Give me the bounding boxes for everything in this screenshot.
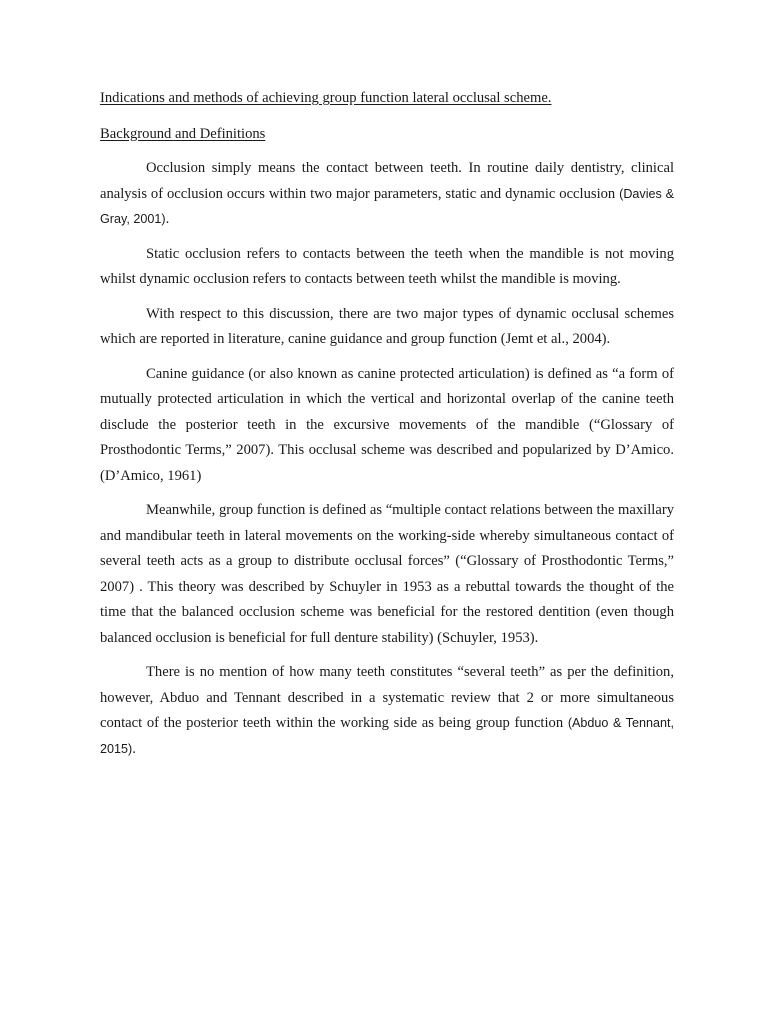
- paragraph-text: There is no mention of how many teeth constitutes “several teeth” as per the definition, however, Abduo and Tennant described in a systematic review that 2 or more simultaneous contact of the posterior teeth within the working side as being group function: [100, 664, 674, 731]
- paragraph-tail: .: [165, 211, 170, 227]
- paragraph-text: Occlusion simply means the contact between teeth. In routine daily dentistry, clinical analysis of occlusion occurs within two major parameters, static and dynamic occlusion: [100, 160, 674, 202]
- document-body: [100, 86, 674, 762]
- document-title: Indications and methods of achieving group function lateral occlusal scheme.: [100, 90, 552, 106]
- paragraph-static-dynamic: Static occlusion refers to contacts between the teeth when the mandible is not moving whilst dynamic occlusion refers to contacts between teeth whilst the mandible is moving.: [100, 245, 674, 287]
- citation-abduo-tennant: (Abduo & Tennant, 2015): [100, 716, 674, 756]
- section-heading: Background and Definitions: [100, 125, 266, 142]
- paragraph-dynamic-schemes: With respect to this discussion, there are two major types of dynamic occlusal schemes which are reported in literature, canine guidance and group function (Jemt et al., 2004).: [100, 305, 674, 347]
- paragraph-canine-guidance: Canine guidance (or also known as canine protected articulation) is defined as “a form of mutually protected articulation in which the vertical and horizontal overlap of the canine teeth disclude the posterior teeth in the excursive movements of the mandible (“Glossary of Prosthodontic Terms,” 2007). This occlusal scheme was described and popularized by D’Amico. (D’Amico, 1961): [100, 365, 674, 484]
- paragraph-group-function: Meanwhile, group function is defined as “multiple contact relations between the maxillary and mandibular teeth in lateral movements on the working-side whereby simultaneous contact of several teeth acts as a group to distribute occlusal forces” (“Glossary of Prosthodontic Terms,” 2007) . This theory was described by Schuyler in 1953 as a rebuttal towards the thought of the time that the balanced occlusion scheme was beneficial for the restored dentition (even though balanced occlusion is beneficial for full denture stability) (Schuyler, 1953).: [100, 502, 674, 646]
- paragraph-tail: .: [132, 740, 136, 757]
- paragraph-occlusion-definition: [100, 156, 674, 233]
- citation-davies-gray: (Davies & Gray, 2001): [100, 186, 674, 226]
- paragraph-several-teeth: [100, 660, 674, 762]
